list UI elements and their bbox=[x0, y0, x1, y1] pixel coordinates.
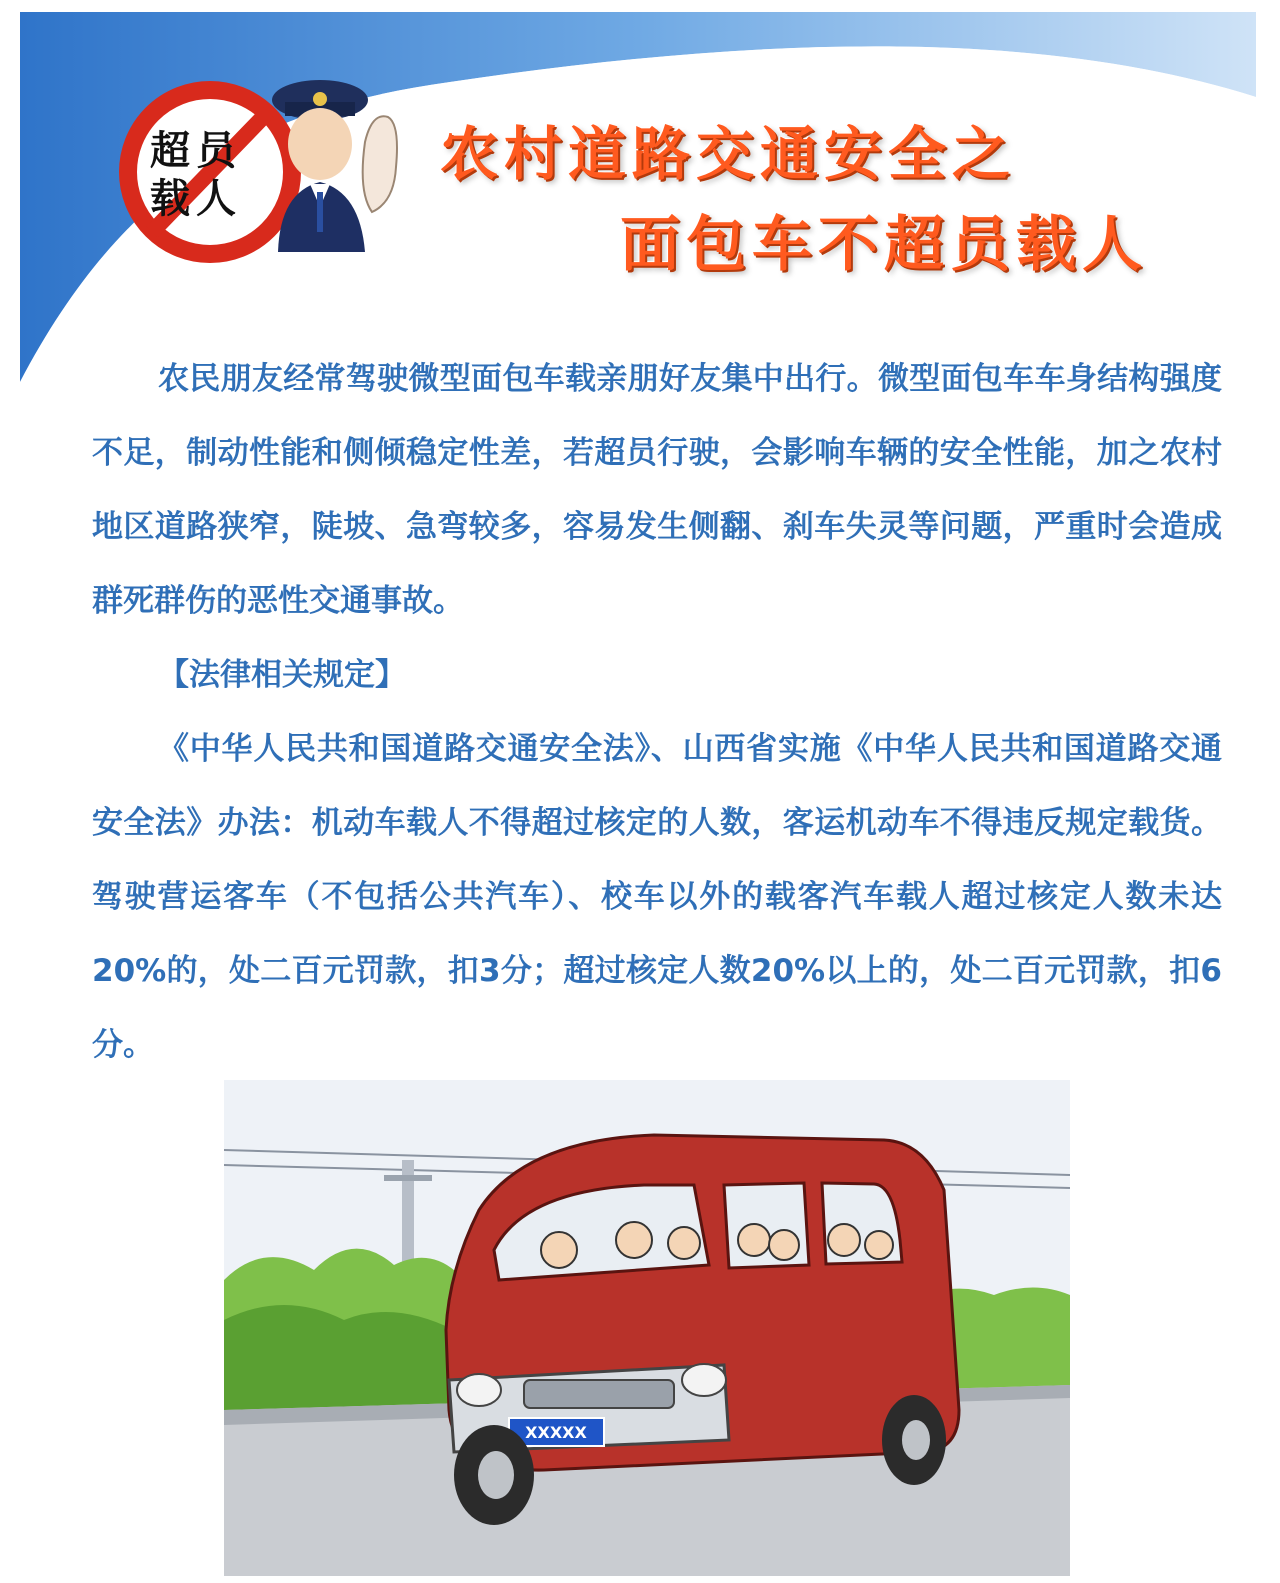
paragraph-intro: 农民朋友经常驾驶微型面包车载亲朋好友集中出行。微型面包车车身结构强度不足，制动性能和侧倾稳定性差，若超员行驶，会影响车辆的安全性能，加之农村地区道路狭窄，陡坡、急弯较多，容易发生侧翻、刹车失灵等问题，严重时会造成群死群伤的恶性交通事故。 bbox=[92, 361, 1222, 619]
overloaded-van-illustration bbox=[224, 1080, 1070, 1576]
badge-label bbox=[150, 127, 280, 223]
badge-line-2: 载人 bbox=[150, 176, 242, 222]
title-line-1: 农村道路交通安全之 bbox=[440, 120, 1017, 188]
license-plate-text: XXXXX bbox=[525, 1423, 587, 1442]
badge-line-1: 超员 bbox=[150, 128, 242, 174]
poster-page bbox=[20, 12, 1256, 1578]
title-line-2: 面包车不超员载人 bbox=[620, 210, 1148, 280]
body-text bbox=[92, 342, 1222, 1082]
law-heading: 【法律相关规定】 bbox=[158, 657, 406, 693]
paragraph-law: 《中华人民共和国道路交通安全法》、山西省实施《中华人民共和国道路交通安全法》办法：机动车载人不得超过核定的人数，客运机动车不得违反规定载货。驾驶营运客车（不包括公共汽车）、校车以外的载客汽车载人超过核定人数未达20%的，处二百元罚款，扣3分；超过核定人数20%以上的，处二百元罚款，扣6分。 bbox=[92, 731, 1222, 1063]
